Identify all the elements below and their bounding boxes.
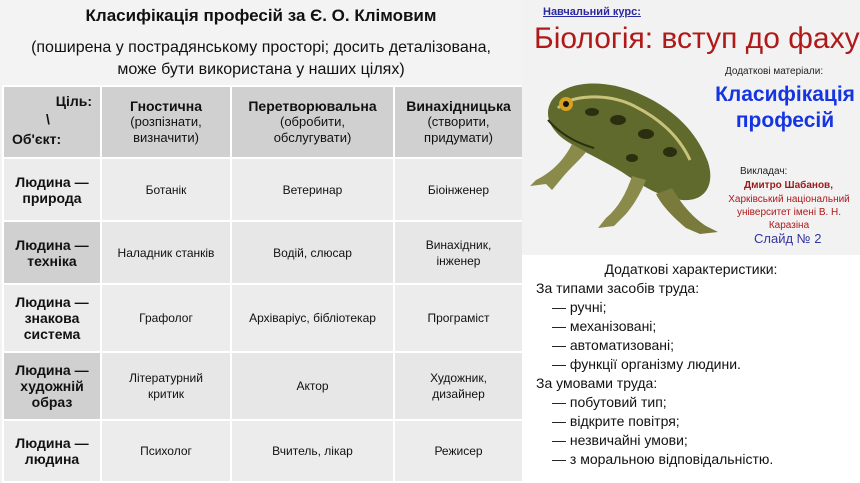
- table-row: [3, 352, 523, 420]
- table-cell: Ветеринар: [231, 158, 394, 221]
- row-header-line: Людина —: [15, 435, 89, 451]
- topic-title-line: професій: [735, 109, 835, 132]
- row-header: [3, 158, 101, 221]
- list-item: — з моральною відповідальністю.: [552, 451, 774, 467]
- row-header: [3, 284, 101, 352]
- row-header-line: Людина —: [15, 362, 89, 378]
- group-title: За умовами труда:: [536, 375, 658, 391]
- row-header-line: образ: [31, 394, 73, 410]
- row-header: [3, 352, 101, 420]
- table-cell: Ботанік: [101, 158, 231, 221]
- table-cell: Біоінженер: [394, 158, 523, 221]
- row-header-line: Людина —: [15, 294, 89, 310]
- table-row: [3, 420, 523, 482]
- column-title: Винахідницька: [406, 98, 511, 114]
- course-title: Біологія: вступ до фаху: [534, 22, 860, 55]
- row-header-line: Людина —: [15, 173, 89, 190]
- corner-goal-label: Ціль:: [55, 93, 92, 109]
- column-desc: визначити): [133, 130, 199, 145]
- lecturer-label: Викладач:: [740, 166, 788, 177]
- row-header-line: природа: [22, 189, 82, 206]
- row-header-line: людина: [24, 451, 80, 467]
- column-desc: обслугувати): [273, 130, 352, 145]
- table-cell: [394, 352, 523, 420]
- subtitle-line: може бути використана у наших цілях): [117, 61, 405, 78]
- cell-line: Винахідник,: [425, 237, 492, 252]
- table-cell: [101, 352, 231, 420]
- row-header-line: система: [23, 326, 81, 342]
- column-title: Перетворювальна: [248, 98, 377, 114]
- row-header-line: Людина —: [15, 236, 89, 253]
- topic-title: [710, 82, 860, 134]
- table-cell: Програміст: [394, 284, 523, 352]
- subtitle-line: (поширена у пострадянському просторі; досить деталізована,: [31, 39, 491, 56]
- university: [718, 193, 860, 232]
- cell-line: дизайнер: [432, 387, 485, 401]
- table-header-row: [3, 86, 523, 158]
- cell-line: критик: [147, 387, 185, 401]
- frog-image: [522, 68, 722, 248]
- corner-divider: \: [46, 111, 50, 127]
- row-header: [3, 420, 101, 482]
- table-row: [3, 221, 523, 284]
- group-title: За типами засобів труда:: [536, 280, 700, 296]
- row-header: [3, 221, 101, 284]
- column-desc: (обробити,: [280, 114, 345, 129]
- classification-table: [2, 85, 524, 483]
- list-item: — ручні;: [552, 299, 607, 315]
- list-item: — механізовані;: [552, 318, 657, 334]
- cell-line: Літературний: [129, 371, 203, 385]
- corner-object-label: Об'єкт:: [12, 131, 62, 147]
- table-cell: Режисер: [394, 420, 523, 482]
- table-cell: [394, 221, 523, 284]
- table-cell: Актор: [231, 352, 394, 420]
- additional-characteristics: [522, 260, 860, 469]
- list-item: — відкрите повітря;: [552, 413, 680, 429]
- extra-materials-label: Додаткові матеріали:: [725, 66, 824, 77]
- lecturer-name: Дмитро Шабанов,: [744, 180, 833, 191]
- column-desc: (розпізнати,: [130, 114, 202, 129]
- right-panel: [522, 0, 860, 483]
- list-item: — незвичайні умови;: [552, 432, 688, 448]
- course-card: [522, 0, 860, 255]
- university-line: університет імені В. Н. Каразіна: [736, 207, 842, 231]
- cell-line: Художник,: [430, 371, 487, 385]
- additional-heading: Додаткові характеристики:: [604, 261, 778, 277]
- course-label: Навчальний курс:: [543, 6, 641, 18]
- column-title: Гностична: [129, 98, 203, 114]
- list-item: — побутовий тип;: [552, 394, 667, 410]
- page-title: Класифікація професій за Є. О. Клімовим: [85, 6, 437, 25]
- list-item: — автоматизовані;: [552, 337, 675, 353]
- column-header-transformative: [231, 86, 394, 158]
- row-header-line: знакова: [24, 310, 80, 326]
- topic-title-line: Класифікація: [715, 83, 855, 106]
- table-cell: Психолог: [101, 420, 231, 482]
- table-cell: Графолог: [101, 284, 231, 352]
- subtitle: [0, 37, 522, 81]
- row-header-line: техніка: [27, 252, 77, 269]
- table-cell: Наладник станків: [101, 221, 231, 284]
- column-header-inventive: [394, 86, 523, 158]
- column-desc: (створити,: [427, 114, 490, 129]
- cell-line: інженер: [436, 253, 481, 268]
- column-header-gnostic: [101, 86, 231, 158]
- row-header-line: художній: [20, 378, 84, 394]
- table-cell: Архіваріус, бібліотекар: [231, 284, 394, 352]
- table-cell: Водій, слюсар: [231, 221, 394, 284]
- column-desc: придумати): [424, 130, 493, 145]
- list-item: — функції організму людини.: [552, 356, 741, 372]
- corner-cell: [3, 86, 101, 158]
- table-row: [3, 284, 523, 352]
- table-cell: Вчитель, лікар: [231, 420, 394, 482]
- slide-number: Слайд № 2: [754, 231, 822, 246]
- table-row: [3, 158, 523, 221]
- university-line: Харківський національний: [728, 194, 850, 205]
